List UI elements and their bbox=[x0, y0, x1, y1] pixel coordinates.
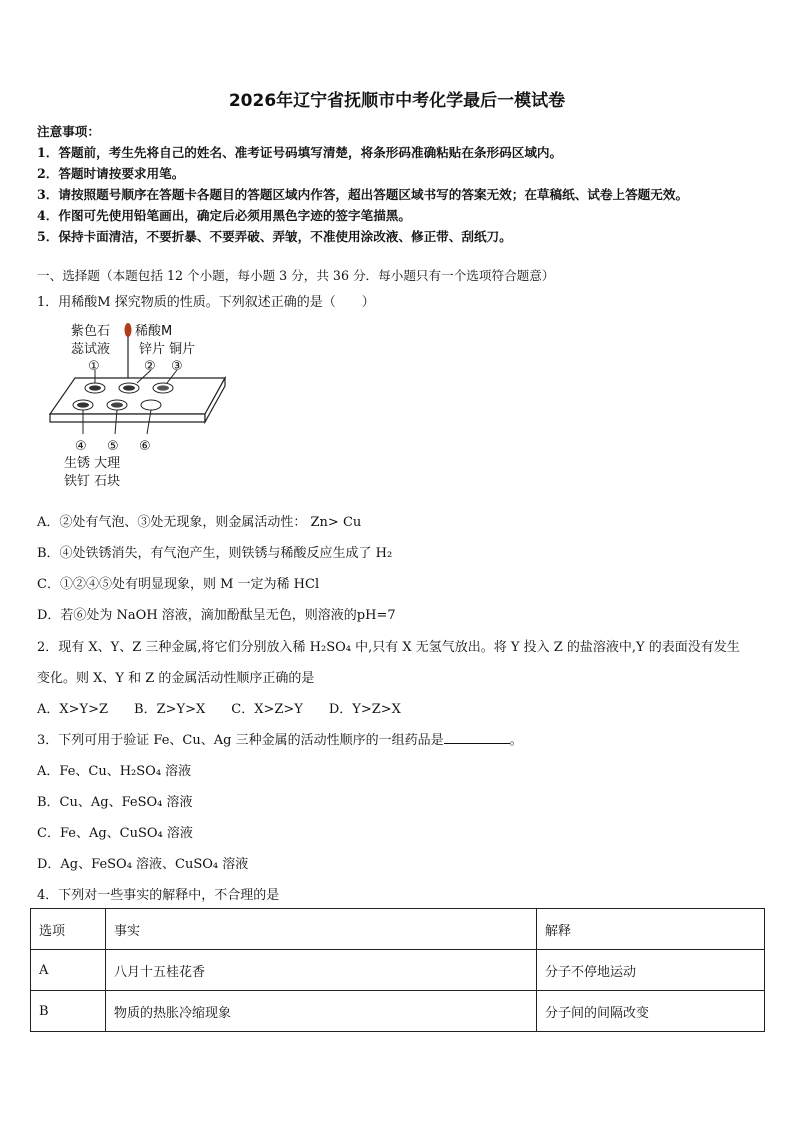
well-number-4: ④ bbox=[75, 439, 87, 454]
table-cell: 物质的热胀冷缩现象 bbox=[106, 991, 537, 1032]
table-header-cell: 事实 bbox=[106, 909, 537, 950]
question-3-stem bbox=[37, 729, 523, 748]
table-row bbox=[31, 950, 765, 991]
label-bottom-1: 生锈 大理 bbox=[64, 456, 121, 471]
well-number-1: ① bbox=[88, 359, 100, 374]
question-3-option-d: D．Ag、FeSO₄ 溶液、CuSO₄ 溶液 bbox=[37, 857, 249, 872]
notice-item: 1．答题前，考生先将自己的姓名、准考证号码填写清楚，将条形码准确粘贴在条形码区域内。 bbox=[37, 145, 563, 160]
notice-item: 5．保持卡面清洁，不要折暴、不要弄破、弄皱，不准使用涂改液、修正带、刮纸刀。 bbox=[37, 229, 512, 244]
table-cell: 分子间的间隔改变 bbox=[537, 991, 765, 1032]
notice-item: 3．请按照题号顺序在答题卡各题目的答题区域内作答，超出答题区域书写的答案无效；在草稿纸、试卷上答题无效。 bbox=[37, 187, 689, 202]
label-acid: 稀酸M bbox=[135, 324, 173, 339]
answer-blank[interactable] bbox=[444, 732, 510, 744]
table-row bbox=[31, 991, 765, 1032]
question-3-stem-text: 3．下列可用于验证 Fe、Cu、Ag 三种金属的活动性顺序的一组药品是 bbox=[37, 733, 444, 748]
section-heading: 一、选择题（本题包括 12 个小题，每小题 3 分，共 36 分．每小题只有一个选项符合题意） bbox=[37, 268, 555, 283]
well-plate-shape bbox=[50, 370, 225, 434]
table-cell: 分子不停地运动 bbox=[537, 950, 765, 991]
question-1-option-b: B．④处铁锈消失，有气泡产生，则铁锈与稀酸反应生成了 H₂ bbox=[37, 546, 393, 561]
table-cell: B bbox=[31, 991, 106, 1032]
page-title: 2026年辽宁省抚顺市中考化学最后一模试卷 bbox=[228, 91, 566, 111]
label-zinc-copper: 锌片 铜片 bbox=[139, 342, 196, 357]
well-plate-diagram bbox=[45, 316, 265, 496]
label-litmus-1: 紫色石 bbox=[71, 324, 111, 339]
question-1-option-d: D．若⑥处为 NaOH 溶液，滴加酚酞呈无色，则溶液的pH=7 bbox=[37, 608, 396, 623]
question-1-option-c: C．①②④⑤处有明显现象，则 M 一定为稀 HCl bbox=[37, 577, 320, 592]
question-4-stem: 4．下列对一些事实的解释中，不合理的是 bbox=[37, 888, 280, 903]
question-3-option-b: B．Cu、Ag、FeSO₄ 溶液 bbox=[37, 795, 193, 810]
well-number-2: ② bbox=[144, 359, 156, 374]
question-2-options: A．X>Y>Z B．Z>Y>X C．X>Z>Y D．Y>Z>X bbox=[37, 702, 401, 717]
question-1-option-a: A．②处有气泡、③处无现象，则金属活动性： Zn> Cu bbox=[37, 515, 362, 530]
label-bottom-2: 铁钉 石块 bbox=[64, 474, 121, 489]
well-number-6: ⑥ bbox=[139, 439, 151, 454]
table-cell: 八月十五桂花香 bbox=[106, 950, 537, 991]
question-2-stem-line-1: 2．现有 X、Y、Z 三种金属,将它们分别放入稀 H₂SO₄ 中,只有 X 无氢气放出。将 Y 投入 Z 的盐溶液中,Y 的表面没有发生 bbox=[37, 640, 740, 655]
notice-heading: 注意事项： bbox=[37, 124, 100, 139]
question-2-stem-line-2: 变化。则 X、Y 和 Z 的金属活动性顺序正确的是 bbox=[37, 671, 315, 686]
question-1-stem: 1．用稀酸M 探究物质的性质。下列叙述正确的是（ ） bbox=[37, 295, 375, 310]
notice-item: 2．答题时请按要求用笔。 bbox=[37, 166, 185, 181]
table-header-row bbox=[31, 909, 765, 950]
table-cell: A bbox=[31, 950, 106, 991]
facts-table bbox=[30, 908, 765, 1032]
well-number-5: ⑤ bbox=[107, 439, 119, 454]
question-3-option-a: A．Fe、Cu、H₂SO₄ 溶液 bbox=[37, 764, 192, 779]
dropper-icon bbox=[125, 323, 132, 378]
question-3-stem-end: 。 bbox=[509, 733, 523, 748]
label-litmus-2: 蕊试液 bbox=[71, 342, 111, 357]
table-header-cell: 解释 bbox=[537, 909, 765, 950]
well-number-3: ③ bbox=[171, 359, 183, 374]
question-3-option-c: C．Fe、Ag、CuSO₄ 溶液 bbox=[37, 826, 193, 841]
notice-item: 4．作图可先使用铅笔画出，确定后必须用黑色字迹的签字笔描黑。 bbox=[37, 208, 411, 223]
table-header-cell: 选项 bbox=[31, 909, 106, 950]
